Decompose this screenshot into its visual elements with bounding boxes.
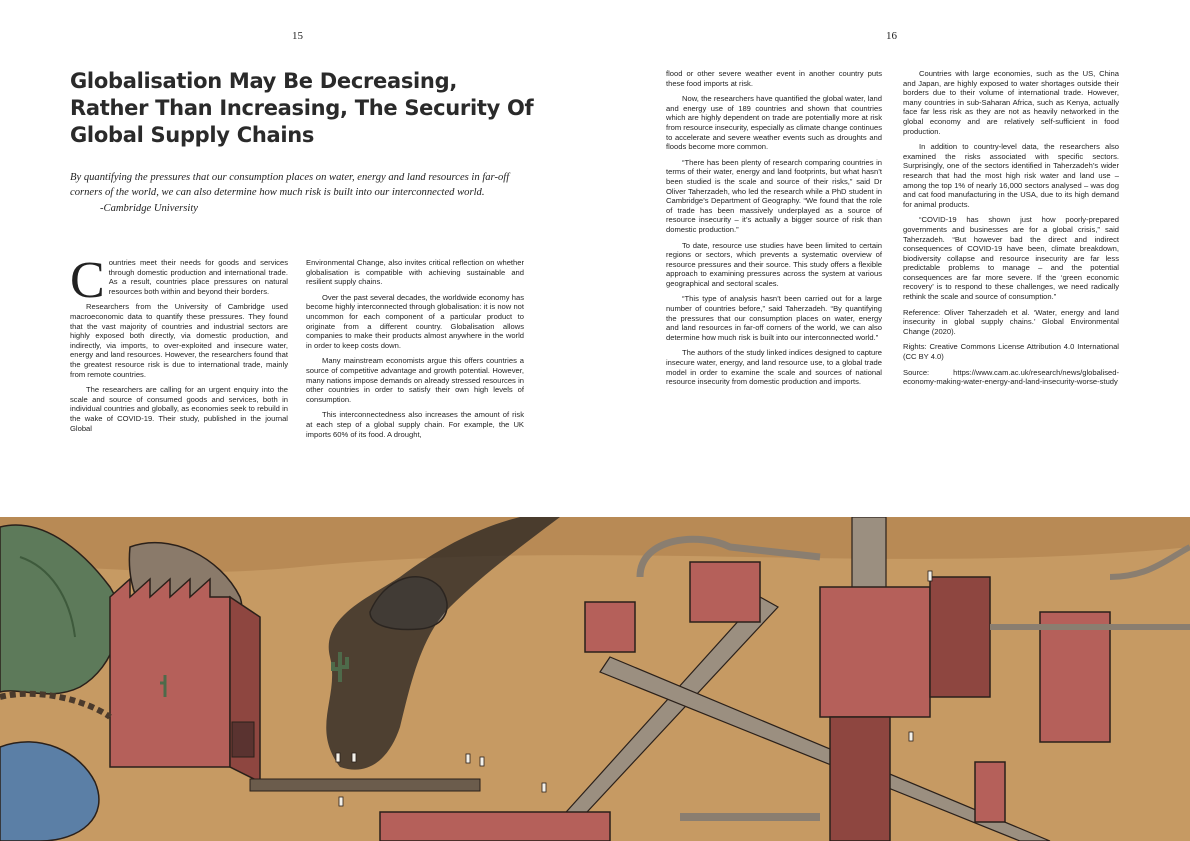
- article-attribution: -Cambridge University: [100, 203, 198, 214]
- reference: Reference: Oliver Taherzadeh et al. ‘Water, energy and land insecurity in global supply chains.’ Global Environmental Change (2020).: [903, 307, 1119, 336]
- text-column-2: [306, 258, 524, 445]
- factory-block: [975, 762, 1005, 822]
- factory-building: [110, 579, 230, 767]
- paragraph: Now, the researchers have quantified the global water, land and energy use of 189 countries and shown that countries which are highly dependent on trade are potentially more at risk from resource insecurity, especially as climate change continues to accelerate and severe weather events such as droughts and floods become more common.: [666, 94, 882, 152]
- paragraph: This interconnectedness also increases the amount of risk at each step of a global supply chain. For example, the UK imports 60% of its food. A drought,: [306, 410, 524, 439]
- paragraph: To date, resource use studies have been limited to certain regions or sectors, which prevents a systematic overview of resource pressures and their source. This study offers a flexible approach to examining pressures across the system at various geographical and sectoral scales.: [666, 240, 882, 288]
- factory-block: [585, 602, 635, 652]
- paragraph: Many mainstream economists argue this offers countries a source of competitive advantage and growth potential. However, many nations impose demands on already stressed resources in other countries in order to satisfy their own high levels of consumption.: [306, 356, 524, 404]
- factory-column: [830, 717, 890, 841]
- paragraph: “There has been plenty of research comparing countries in terms of their water, energy and land footprints, but what hasn’t been studied is the scale and source of their risks,” said Dr Oliver Taherzadeh, who led the research while a PhD student in Cambridge’s Department of Geography. “We found that the role of trade has been massively underplayed as a source of resource insecurity – it’s actually a bigger source of risk than domestic production.”: [666, 157, 882, 234]
- paragraph: The authors of the study linked indices designed to capture insecure water, energy, and land resource use, to a global trade model in order to examine the scale and sources of national resource insecurity from domestic production and imports.: [666, 348, 882, 387]
- paragraph: Over the past several decades, the worldwide economy has become highly interconnected through globalisation: it is now not uncommon for each component of a particular product to originate from a different country. Globalisation allows companies to make their products almost anywhere in the world in order to keep costs down.: [306, 292, 524, 350]
- page-number-right: 16: [886, 30, 897, 42]
- text-column-3: [666, 69, 882, 393]
- rights: Rights: Creative Commons License Attribution 4.0 International (CC BY 4.0): [903, 342, 1119, 362]
- factory-block: [690, 562, 760, 622]
- drop-cap: C: [70, 252, 105, 309]
- factory-block: [820, 587, 930, 717]
- factory-block: [930, 577, 990, 697]
- paragraph: In addition to country-level data, the researchers also examined the risks associated with specific sectors. Surprisingly, one of the sectors identified in Taherzadeh’s wider research that had the most high risk water and land use – among the top 1% of nearly 16,000 sectors analysed – was dog and cat food manufacturing in the USA, due to its high demand for animal products.: [903, 142, 1119, 209]
- article-title: Globalisation May Be Decreasing, Rather Than Increasing, The Security Of Global Supply Chains: [70, 69, 534, 147]
- paragraph: Environmental Change, also invites critical reflection on whether globalisation is compatible with achieving sustainable and resilient supply chains.: [306, 258, 524, 287]
- text-column-1: [70, 252, 288, 439]
- paragraph: Researchers from the University of Cambridge used macroeconomic data to quantify these pressures. They found that the vast majority of countries and industrial sectors are highly exposed both directly, via domestic production, and indirectly, via imports, to over-exploited and insecure water, energy and land resources. However, the researchers found that the greatest resource risk is due to international trade, mainly from remote countries.: [70, 302, 288, 379]
- paragraph: The researchers are calling for an urgent enquiry into the scale and source of consumed goods and services, both in individual countries and globally, as economies seek to rebuild in the wake of COVID-19. Their study, published in the journal Global: [70, 385, 288, 433]
- paragraph: [70, 252, 288, 309]
- source: Source: https://www.cam.ac.uk/research/news/globalised-economy-making-water-energy-and-land-insecurity-worse-study: [903, 367, 1119, 387]
- text-column-4: [903, 69, 1119, 393]
- article-standfirst: By quantifying the pressures that our consumption places on water, energy and land resources in far-off corners of the world, we can also determine how much risk is built into our interconnected world.: [70, 172, 510, 198]
- paragraph-text: ountries meet their needs for goods and services through domestic production and international trade. As a result, countries place pressures on natural resources both within and beyond their borders.: [108, 258, 288, 296]
- factory-block: [380, 812, 610, 841]
- paragraph: “This type of analysis hasn’t been carried out for a large number of countries before,” said Taherzadeh. “By quantifying the pressures that our consumption places on water, energy and land resources in far-off corners of the world, we can also determine how much risk is built into our interconnected world.”: [666, 294, 882, 342]
- paragraph: Countries with large economies, such as the US, China and Japan, are highly exposed to water shortages outside their borders due to their volume of international trade. However, many countries in sub-Saharan Africa, such as Kenya, actually face far less risk as they are not as heavily networked in the global economy and are relatively self-sufficient in food production.: [903, 69, 1119, 136]
- paragraph: flood or other severe weather event in another country puts these food imports at risk.: [666, 69, 882, 88]
- conveyor-belt: [250, 779, 480, 791]
- factory-block: [1040, 612, 1110, 742]
- factory-door: [232, 722, 254, 757]
- illustration-svg: [0, 517, 1190, 841]
- paragraph: “COVID-19 has shown just how poorly-prepared governments and businesses are for a global crisis,” said Taherzadeh. “But however bad the direct and indirect consequences of COVID-19 have been, climate breakdown, biodiversity collapse and resource insecurity are far less predictable problems to manage – and the potential consequences are far more severe. If the ‘green economic recovery’ is to respond to these challenges, we need radically rethink the scale and source of consumption.”: [903, 215, 1119, 302]
- industrial-landscape-illustration: [0, 517, 1190, 841]
- page-number-left: 15: [292, 30, 303, 42]
